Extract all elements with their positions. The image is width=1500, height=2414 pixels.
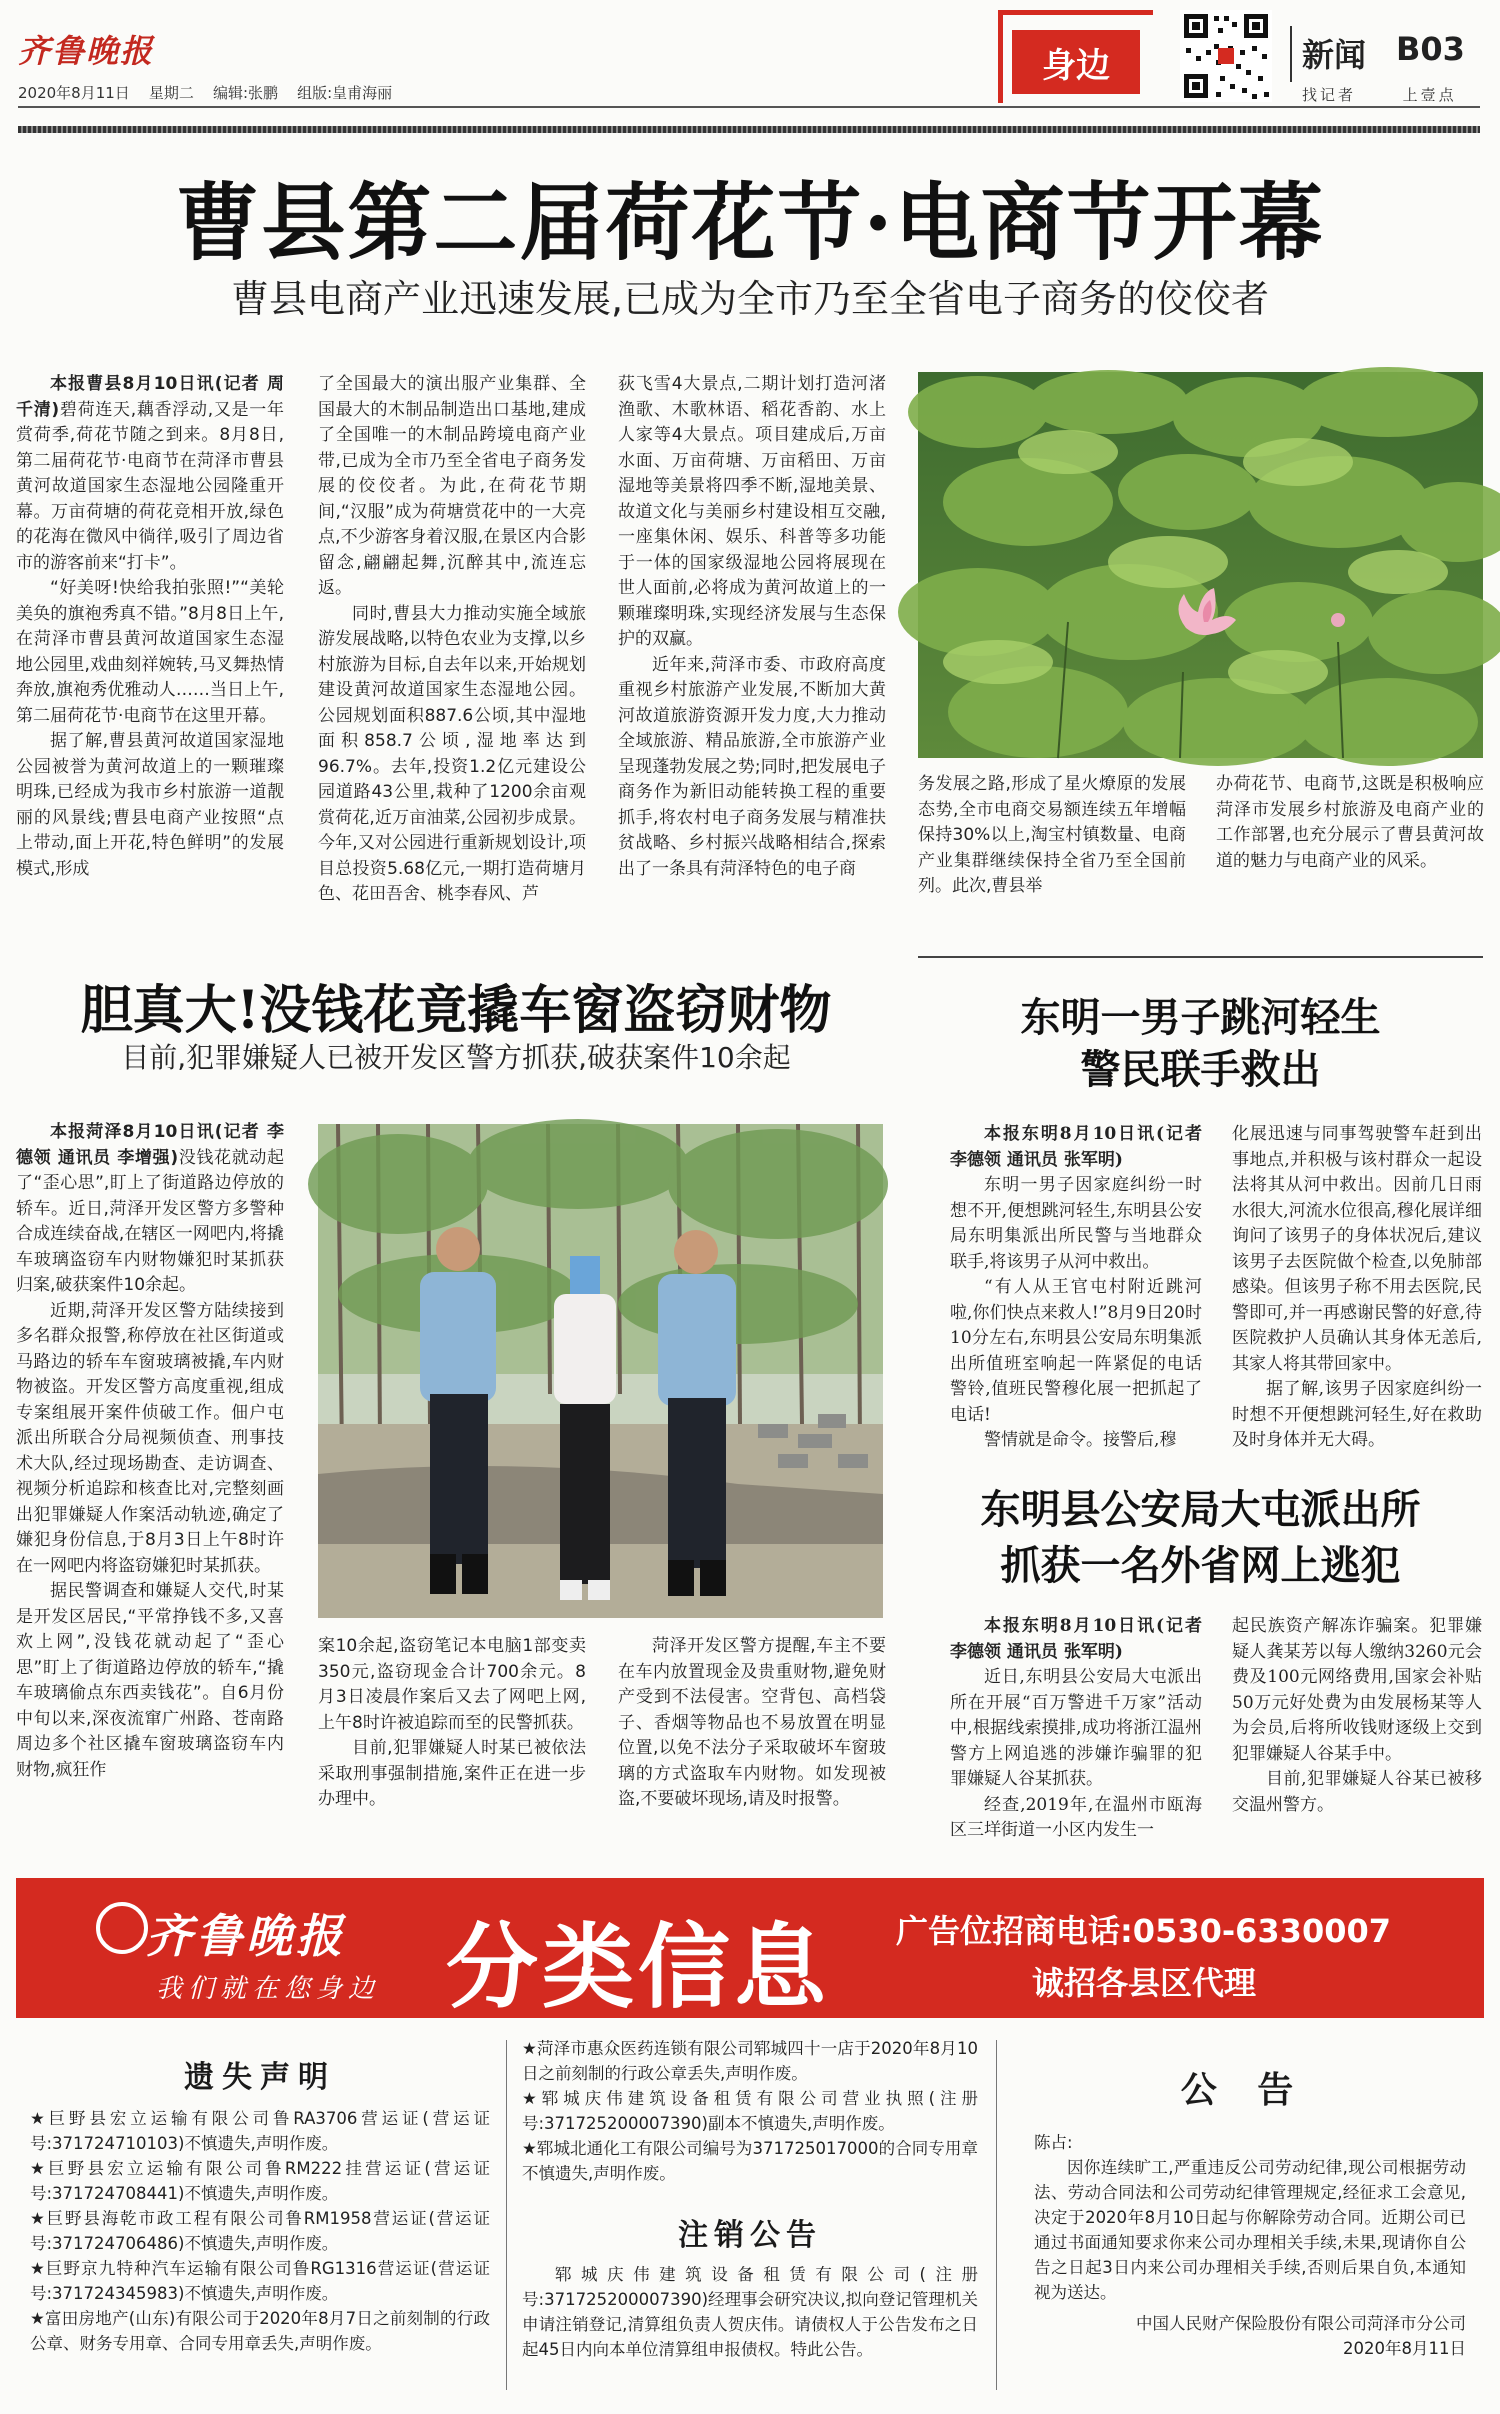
lead-column-2: 了全国最大的演出服产业集群、全国最大的木制品制造出口基地,建成了全国唯一的木制品跨境电商产业带,已成为全市乃至全省电子商务发展的佼佼者。为此,在荷花节期间,“汉服”成为荷塘赏花中的一大亮点,不少游客身着汉服,在景区内合影留念,翩翩起舞,沉醉其中,流连忘返。 同时,曹县大力推动实施全域旅游发展战略,以特色农业为支撑,以乡村旅游为目标,自去年以来,开始规划建设黄河故道国家生态湿地公园。公园规划面积887.6公顷,其中湿地面积858.7公顷,湿地率达到96.7%。去年,投资1.2亿元建设公园道路43公里,栽种了1200余亩观赏荷花,近万亩油菜,公园初步成景。今年,又对公园进行重新规划设计,项目总投资5.68亿元,一期打造荷塘月色、花田吾舍、桃李春风、芦 xyxy=(318,374,586,904)
classified-divider-1 xyxy=(506,2040,507,2390)
reporter-contact xyxy=(1302,84,1457,105)
lost-item: ★巨野县宏立运输有限公司鲁RM222挂营运证(营运证号:371724708441)不慎遗失,声明作废。 xyxy=(30,2159,490,2203)
story2-headline: 胆真大!没钱花竟撬车窗盗窃财物 xyxy=(80,980,832,1041)
story3-column-2: 化展迅速与同事驾驶警车赶到出事地点,并积极与该村群众一起设法将其从河中救出。因前几日雨水很大,河流水位很高,穆化展详细询问了该男子的身体状况后,建议该男子去医院做个检查,以免肺部感染。但该男子称不用去医院,民警即可,并一再感谢民警的好意,待医院救护人员确认其身体无恙后,其家人将其带回家中。 据了解,该男子因家庭纠纷一时想不开便想跳河轻生,好在救助及时身体并无大碍。 xyxy=(1232,1124,1482,1450)
mid-item: ★菏泽市惠众医药连锁有限公司郓城四十一店于2020年8月10日之前刻制的行政公章丢失,声明作废。 xyxy=(522,2039,978,2083)
police-photo xyxy=(318,1124,883,1618)
story3-headline-line2: 警民联手救出 xyxy=(1080,1046,1321,1093)
mid-notice-list xyxy=(522,2036,978,2186)
classified-agent: 诚招各县区代理 xyxy=(1032,1964,1257,2002)
qr-code-icon xyxy=(1180,10,1272,102)
masthead xyxy=(0,0,1500,130)
page-number: B03 xyxy=(1396,30,1465,68)
section-rule-1 xyxy=(918,956,1483,958)
issue-weekday: 星期二 xyxy=(148,84,194,102)
mid-item: ★郓城北通化工有限公司编号为371725017000的合同专用章不慎遗失,声明作废。 xyxy=(522,2139,978,2183)
story4-column-2: 起民族资产解冻诈骗案。犯罪嫌疑人龚某芳以每人缴纳3260元会费及100元网络费用,国家会补贴50万元好处费为由发展杨某等人为会员,后将所收钱财逐级上交到犯罪嫌疑人谷某手中。 目前,犯罪嫌疑人谷某已被移交温州警方。 xyxy=(1232,1616,1482,1815)
section-label: 身边 xyxy=(1042,46,1110,86)
announcement-date: 2020年8月11日 xyxy=(1343,2339,1466,2358)
classified-title: 分类信息 xyxy=(446,1913,831,2021)
announcement-signature: 中国人民财产保险股份有限公司菏泽市分公司 xyxy=(1136,2314,1466,2333)
classified-banner xyxy=(16,1878,1484,2021)
classified-logo: 齐鲁晚报 xyxy=(146,1909,346,1963)
story4-headline xyxy=(918,1482,1483,1594)
story3-dateline: 本报东明8月10日讯(记者 李德领 通讯员 张军明) xyxy=(950,1124,1202,1170)
reporter-label: 找记者 xyxy=(1302,86,1357,104)
masthead-divider xyxy=(1290,26,1292,82)
lead-column-5: 办荷花节、电商节,这既是积极响应菏泽市发展乡村旅游及电商产业的工作部署,也充分展示了曹县黄河故道的魅力与电商产业的风采。 xyxy=(1216,774,1484,871)
classified-divider-2 xyxy=(996,2040,997,2390)
story2-column-3: 菏泽开发区警方提醒,车主不要在车内放置现金及贵重财物,避免财产受到不法侵害。空背包、高档袋子、香烟等物品也不易放置在明显位置,以免不法分子采取破坏车窗玻璃的方式盗取车内财物。如发现被盗,不要破坏现场,请及时报警。 xyxy=(618,1636,886,1809)
lost-notice-list xyxy=(30,2106,490,2356)
story2-column-1: 本报菏泽8月10日讯(记者 李德领 通讯员 李增强)没钱花就动起了“歪心思”,盯上了街道路边停放的轿车。近日,菏泽开发区警方多警种合成连续奋战,在辖区一网吧内,将撬车玻璃盗窃车内财物嫌犯时某抓获归案,破获案件10余起。 近期,菏泽开发区警方陆续接到多名群众报警,称停放在社区街道或马路边的轿车车窗玻璃被撬,车内财物被盗。开发区警方高度重视,组成专案组展开案件侦破工作。佃户屯派出所联合分局视频侦查、刑事技术大队,经过现场勘查、走访调查、视频分析追踪和核查比对,完整刻画出犯罪嫌疑人作案活动轨迹,确定了嫌犯身份信息,于8月3日上午8时许在一网吧内将盗窃嫌犯时某抓获。 据民警调查和嫌疑人交代,时某是开发区居民,“平常挣钱不多,又喜欢上网”,没钱花就动起了“歪心思”盯上了街道路边停放的轿车,“撬车玻璃偷点东西卖钱花”。自6月份中旬以来,深夜流窜广州路、苍南路周边多个社区撬车窗玻璃盗窃车内财物,疯狂作 xyxy=(16,1122,285,1780)
story3-headline-line1: 东明一男子跳河轻生 xyxy=(1020,994,1381,1041)
lost-item: ★巨野京九特种汽车运输有限公司鲁RG1316营运证(营运证号:371724345983)不慎遗失,声明作废。 xyxy=(30,2259,490,2303)
lead-column-1: 本报曹县8月10日讯(记者 周千清)碧荷连天,藕香浮动,又是一年赏荷季,荷花节随之到来。8月8日,第二届荷花节·电商节在菏泽市曹县黄河故道国家生态湿地公园隆重开幕。万亩荷塘的荷花竞相开放,绿色的花海在微风中徜徉,吸引了周边省市的游客前来“打卡”。 “好美呀!快给我拍张照!”“美轮美奂的旗袍秀真不错。”8月8日上午,在菏泽市曹县黄河故道国家生态湿地公园里,戏曲刻祥婉转,马叉舞热情奔放,旗袍秀优雅动人……当日上午,第二届荷花节·电商节在这里开幕。 据了解,曹县黄河故道国家湿地公园被誉为黄河故道上的一颗璀璨明珠,已经成为我市乡村旅游一道靓丽的风景线;曹县电商产业按照“点上带动,面上开花,特色鲜明”的发展模式,形成 xyxy=(16,374,284,879)
lead-column-3: 荻飞雪4大景点,二期计划打造河渚渔歌、木歌林语、稻花香韵、水上人家等4大景点。项目建成后,万亩水面、万亩荷塘、万亩稻田、万亩湿地等美景将四季不断,湿地美景、故道文化与美丽乡村建设相互交融,一座集休闲、娱乐、科普等多功能于一体的国家级湿地公园将展现在世人面前,必将成为黄河故道上的一颗璀璨明珠,实现经济发展与生态保护的双赢。 近年来,菏泽市委、市政府高度重视乡村旅游产业发展,不断加大黄河故道旅游资源开发力度,大力推动全域旅游、精品旅游,全市旅游产业呈现蓬勃发展之势;同时,把发展电子商务作为新旧动能转换工程的重要抓手,将农村电子商务发展与精准扶贫战略、乡村振兴战略相结合,探索出了一条具有菏泽特色的电子商 xyxy=(618,374,886,879)
story2-subhead: 目前,犯罪嫌疑人已被开发区警方抓获,破获案件10余起 xyxy=(121,1041,791,1074)
masthead-rule-thick xyxy=(18,126,1480,133)
mid-item: ★郓城庆伟建筑设备租赁有限公司营业执照(注册号:371725200007390)副本不慎遗失,声明作废。 xyxy=(522,2089,978,2133)
announcement-title: 公 告 xyxy=(1180,2069,1308,2111)
story3-headline xyxy=(918,992,1483,1096)
editor: 编辑:张鹏 xyxy=(212,84,279,102)
story4-column-1: 本报东明8月10日讯(记者 李德领 通讯员 张军明) 近日,东明县公安局大屯派出所在开展“百万警进千万家”活动中,根据线索摸排,成功将浙江温州警方上网追逃的涉嫌诈骗罪的犯罪嫌疑人谷某抓获。 经查,2019年,在温州市瓯海区三垟街道一小区内发生一 xyxy=(950,1616,1202,1840)
cancel-notice-text: 郓城庆伟建筑设备租赁有限公司(注册号:371725200007390)经理事会研究决议,拟向登记管理机关申请注销登记,清算组负责人贺庆伟。请债权人于公告发布之日起45日内向本单位清算组申报债权。特此公告。 xyxy=(522,2265,978,2359)
lead-column-4: 务发展之路,形成了星火燎原的发展态势,全市电商交易额连续五年增幅保持30%以上,淘宝村镇数量、电商产业集群继续保持全省乃至全国前列。此次,曹县举 xyxy=(918,774,1186,896)
classified-phone: 广告位招商电话:0530-6330007 xyxy=(896,1912,1392,1950)
issue-date: 2020年8月11日 xyxy=(18,84,130,102)
story3-column-1: 本报东明8月10日讯(记者 李德领 通讯员 张军明) 东明一男子因家庭纠纷一时想不开,便想跳河轻生,东明县公安局东明集派出所民警与当地群众联手,将该男子从河中救出。 “有人从王官屯村附近跳河啦,你们快点来救人!”8月9日20时10分左右,东明县公安局东明集派出所值班室响起一阵紧促的电话警铃,值班民警穆化展一把抓起了电话! 警情就是命令。接警后,穆 xyxy=(950,1124,1202,1450)
lost-item: ★巨野县海乾市政工程有限公司鲁RM1958营运证(营运证号:371724706486)不慎遗失,声明作废。 xyxy=(30,2209,490,2253)
announcement-recipient: 陈占: xyxy=(1034,2133,1073,2152)
classified-logo-mark xyxy=(96,1902,148,1954)
masthead-date-line xyxy=(18,82,392,103)
reporter-right: 上壹点 xyxy=(1402,86,1457,104)
story2-dateline: 本报菏泽8月10日讯(记者 李德领 通讯员 李增强) xyxy=(16,1122,284,1168)
story4-headline-line2: 抓获一名外省网上逃犯 xyxy=(1000,1542,1401,1589)
story4-dateline: 本报东明8月10日讯(记者 李德领 通讯员 张军明) xyxy=(950,1616,1202,1662)
story2-column-2: 案10余起,盗窃笔记本电脑1部变卖350元,盗窃现金合计700余元。8月3日凌晨作案后又去了网吧上网,上午8时许被追踪而至的民警抓获。 目前,犯罪嫌疑人时某已被依法采取刑事强制措施,案件正在进一步办理中。 xyxy=(318,1636,586,1809)
cancel-notice-title: 注销公告 xyxy=(678,2218,822,2253)
classified-slogan: 我们就在您身边 xyxy=(156,1974,381,2004)
announcement-text: 陈占: 因你连续旷工,严重违反公司劳动纪律,现公司根据劳动法、劳动合同法和公司劳动纪律管理规定,经征求工会意见,决定于2020年8月10日起与你解除劳动合同。近期公司已通过书面通知要求你来公司办理相关手续,未果,现请你自公告之日起3日内来公司办理相关手续,否则后果自负,本通知视为送达。 中国人民财产保险股份有限公司菏泽市分公司 2020年8月11日 xyxy=(1034,2130,1466,2361)
lead-dateline: 本报曹县8月10日讯(记者 周千清) xyxy=(16,374,284,420)
story4-headline-line1: 东明县公安局大屯派出所 xyxy=(980,1486,1421,1533)
paper-logo: 齐鲁晚报 xyxy=(18,32,155,70)
masthead-rule-thin xyxy=(18,106,1480,108)
lead-headline: 曹县第二届荷花节·电商节开幕 xyxy=(175,173,1325,272)
section-right-label: 新闻 xyxy=(1302,36,1367,74)
lost-notice-title: 遗失声明 xyxy=(184,2060,336,2095)
lotus-photo xyxy=(918,372,1483,758)
lost-item: ★富田房地产(山东)有限公司于2020年8月7日之前刻制的行政公章、财务专用章、合同专用章丢失,声明作废。 xyxy=(30,2309,490,2353)
lost-item: ★巨野县宏立运输有限公司鲁RA3706营运证(营运证号:371724710103)不慎遗失,声明作废。 xyxy=(30,2109,490,2153)
layout-credit: 组版:皇甫海丽 xyxy=(297,84,393,102)
lead-subhead: 曹县电商产业迅速发展,已成为全市乃至全省电子商务的佼佼者 xyxy=(230,277,1270,321)
